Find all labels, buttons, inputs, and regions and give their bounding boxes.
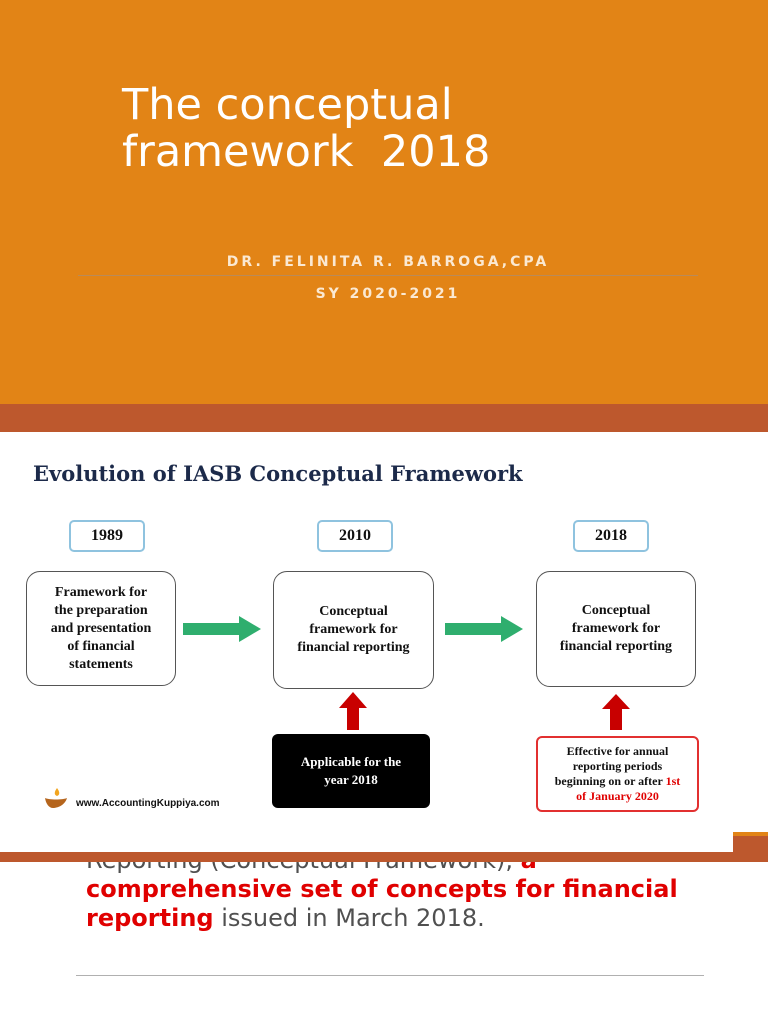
slide-two-divider <box>76 975 704 976</box>
corner-accent <box>733 832 768 862</box>
corner-accent-line <box>733 832 768 836</box>
rust-band <box>0 404 768 432</box>
right-arrow-icon <box>445 616 523 642</box>
stage-2010-line: financial reporting <box>297 640 410 655</box>
stage-2018-line: framework for <box>571 621 661 636</box>
year-label-1989: 1989 <box>69 520 145 552</box>
slide-title-line-1: The conceptual <box>122 80 453 130</box>
stage-1989-line: and presentation <box>50 620 152 636</box>
diagram-title: Evolution of IASB Conceptual Framework <box>33 461 523 486</box>
up-arrow-icon <box>339 692 367 730</box>
evolution-diagram <box>0 432 768 852</box>
website-link[interactable]: www.AccountingKuppiya.com <box>76 798 220 809</box>
school-year: SY 2020-2021 <box>315 286 461 302</box>
stage-box-2010 <box>273 571 434 689</box>
stage-2018-line: Conceptual <box>581 603 651 618</box>
stage-1989-line: of financial <box>67 638 135 654</box>
year-label-2010: 2010 <box>317 520 393 552</box>
note-2018-line: reporting periods <box>572 759 663 773</box>
author-name: DR. FELINITA R. BARROGA,CPA <box>226 254 550 270</box>
body-text-highlight: comprehensive set of concepts for financial reporting <box>86 875 678 932</box>
note-2018-line: Effective for annual <box>566 744 669 758</box>
note-2018-date-highlight: 1st <box>665 774 681 788</box>
note-2018-date-highlight: of January 2020 <box>576 789 659 803</box>
stage-1989-line: statements <box>69 656 133 672</box>
stage-box-1989 <box>26 571 176 686</box>
stage-2010-line: Conceptual <box>319 604 388 619</box>
year-label-2018: 2018 <box>573 520 649 552</box>
body-text-tail: issued in March 2018. <box>213 904 485 932</box>
up-arrow-icon <box>602 694 630 730</box>
title-divider <box>78 275 698 276</box>
note-2010-line: Applicable for the <box>300 754 402 769</box>
note-2010 <box>272 734 430 808</box>
stage-1989-line: the preparation <box>54 602 148 618</box>
title-slide <box>0 0 768 405</box>
note-2018-line: beginning on or after <box>554 774 666 788</box>
oil-lamp-icon <box>43 787 67 809</box>
slide-title <box>122 82 490 176</box>
slide-title-line-2: framework 2018 <box>122 127 491 177</box>
stage-box-2018 <box>536 571 696 687</box>
note-2010-line: year 2018 <box>324 772 378 787</box>
stage-2010-line: framework for <box>309 622 398 637</box>
right-arrow-icon <box>183 616 261 642</box>
note-2018 <box>536 736 699 812</box>
rust-band-bottom <box>0 852 768 862</box>
stage-1989-line: Framework for <box>54 584 148 600</box>
stage-2018-line: financial reporting <box>559 639 673 654</box>
